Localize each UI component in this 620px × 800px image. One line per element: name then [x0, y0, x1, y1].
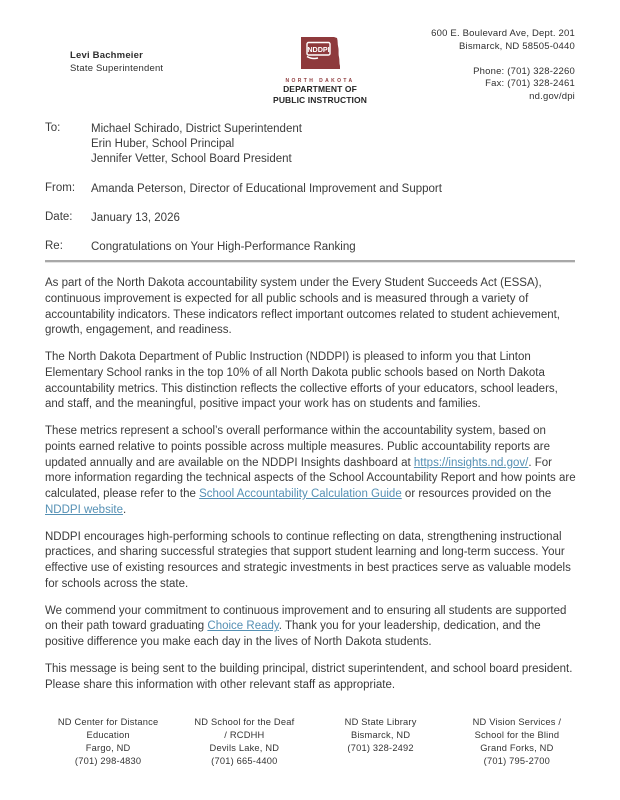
superintendent-title: State Superintendent [70, 62, 164, 74]
footer-line: (701) 795-2700 [483, 756, 551, 767]
text-segment: These metrics represent a school’s overall performance within the accountability system, based on points earned relative to points possible across multiple measures. Public accountability reports are updated annually and are available on the NDDPI Insights dashboard at [45, 425, 550, 469]
footer-vision-services [449, 716, 585, 768]
paragraph-top10-ranking: The North Dakota Department of Public Instruction (NDDPI) is pleased to inform you that Linton Elementary School ranks in the top 10% of all North Dakota public schools based on North Dakota accountability metrics. This distinction reflects the collective efforts of your educators, school leaders, and staff, and the meaningful, positive impact your work has on students and families. [45, 351, 558, 411]
text-segment: . For more information regarding the technical aspects of the School Accountability Report and how points are calculated, please refer to the [45, 456, 576, 500]
memo-date-value: January 13, 2026 [91, 211, 180, 224]
footer-line: ND School for the Deaf [194, 717, 295, 727]
memo-from-value: Amanda Peterson, Director of Educational Improvement and Support [91, 182, 442, 195]
text-segment: We commend your commitment to continuous improvement and to ensuring all students are supported on their path toward graduating [45, 604, 567, 633]
logo-north-dakota-label: NORTH DAKOTA [285, 78, 355, 84]
footer-distance-education [40, 716, 176, 768]
nddpi-logo [235, 36, 405, 105]
paragraph-metrics-resources [45, 424, 577, 519]
memo-from-label: From: [45, 181, 76, 194]
memo-date-row [45, 211, 575, 226]
recipient-line: Erin Huber, School Principal [91, 138, 235, 151]
address-fax: Fax: (701) 328-2461 [485, 78, 575, 90]
recipient-line: Jennifer Vetter, School Board President [91, 153, 292, 166]
footer-line: ND State Library [344, 717, 417, 727]
memo-to-recipients [91, 122, 575, 168]
address-line1: 600 E. Boulevard Ave, Dept. 201 [431, 28, 575, 39]
svg-text:NDDPI: NDDPI [307, 44, 330, 54]
choice-ready-link[interactable]: Choice Ready [207, 620, 279, 633]
letterhead [0, 0, 620, 118]
footer-line: Devils Lake, ND [209, 743, 280, 754]
footer-line: (701) 328-2492 [347, 743, 414, 754]
footer-line: Fargo, ND [85, 743, 131, 754]
footer-line: (701) 665-4400 [211, 756, 278, 767]
agency-address-block [431, 28, 575, 104]
memo-date-label: Date: [45, 210, 73, 223]
footer-state-library [313, 716, 449, 768]
superintendent-name: Levi Bachmeier [70, 50, 144, 61]
address-phone: Phone: (701) 328-2260 [473, 65, 575, 77]
footer-line: Grand Forks, ND [480, 743, 554, 754]
logo-department-line2: PUBLIC INSTRUCTION [273, 94, 367, 105]
memo-from-row [45, 182, 575, 197]
address-website: nd.gov/dpi [529, 91, 575, 103]
nddpi-website-link[interactable]: NDDPI website [45, 503, 123, 516]
text-segment: or resources provided on the [401, 488, 552, 500]
address-line2: Bismarck, ND 58505-0440 [458, 40, 575, 52]
calculation-guide-link[interactable]: School Accountability Calculation Guide [199, 488, 402, 500]
memo-re-value: Congratulations on Your High-Performance Ranking [91, 240, 356, 253]
footer-school-for-deaf [176, 716, 312, 768]
logo-department-line1: DEPARTMENT OF [283, 84, 357, 94]
footer-line: (701) 298-4830 [74, 756, 142, 767]
footer-line: / RCDHH [224, 730, 265, 741]
footer-line: Bismarck, ND [351, 730, 411, 741]
paragraph-distribution-note: This message is being sent to the building principal, district superintendent, and school board president. Please share this information with other relevant staff as appropriate. [45, 662, 573, 691]
horizontal-rule [45, 260, 575, 263]
text-segment: . Thank you for your leadership, dedication, and the positive difference you make each day in the lives of North Dakota students. [45, 620, 541, 648]
paragraph-encouragement: NDDPI encourages high-performing schools to continue reflecting on data, strengthening instructional practices, and sharing successful strategies that support student learning and long-term success. Your effective use of existing resources and strategic investments in best practices serve as valuable models for schools across the state. [45, 530, 571, 590]
agency-footer [40, 716, 585, 768]
state-superintendent-block [70, 50, 163, 76]
letter-body [45, 276, 577, 704]
memo-header [45, 122, 575, 269]
north-dakota-state-shape-icon [299, 36, 341, 76]
memo-re-label: Re: [45, 239, 63, 252]
memo-to-row [45, 122, 575, 168]
memo-to-label: To: [45, 122, 61, 134]
memo-re-row [45, 240, 575, 255]
paragraph-commendation [45, 604, 577, 651]
footer-line: ND Vision Services / [472, 717, 562, 727]
footer-line: School for the Blind [474, 730, 560, 741]
text-segment: . [122, 503, 127, 516]
recipient-line: Michael Schirado, District Superintendent [91, 123, 302, 135]
paragraph-essa-overview: As part of the North Dakota accountability system under the Every Student Succeeds Act (ESSA), continuous improvement is expected for all public schools and is measured through a variety of accountability indicators. These indicators reflect important outcomes related to student achievement, growth, engagement, and readiness. [45, 277, 561, 337]
footer-line: ND Center for Distance [57, 717, 159, 727]
insights-dashboard-link[interactable]: https://insights.nd.gov/ [413, 456, 529, 469]
footer-line: Education [86, 730, 130, 741]
address-spacer [431, 54, 575, 66]
